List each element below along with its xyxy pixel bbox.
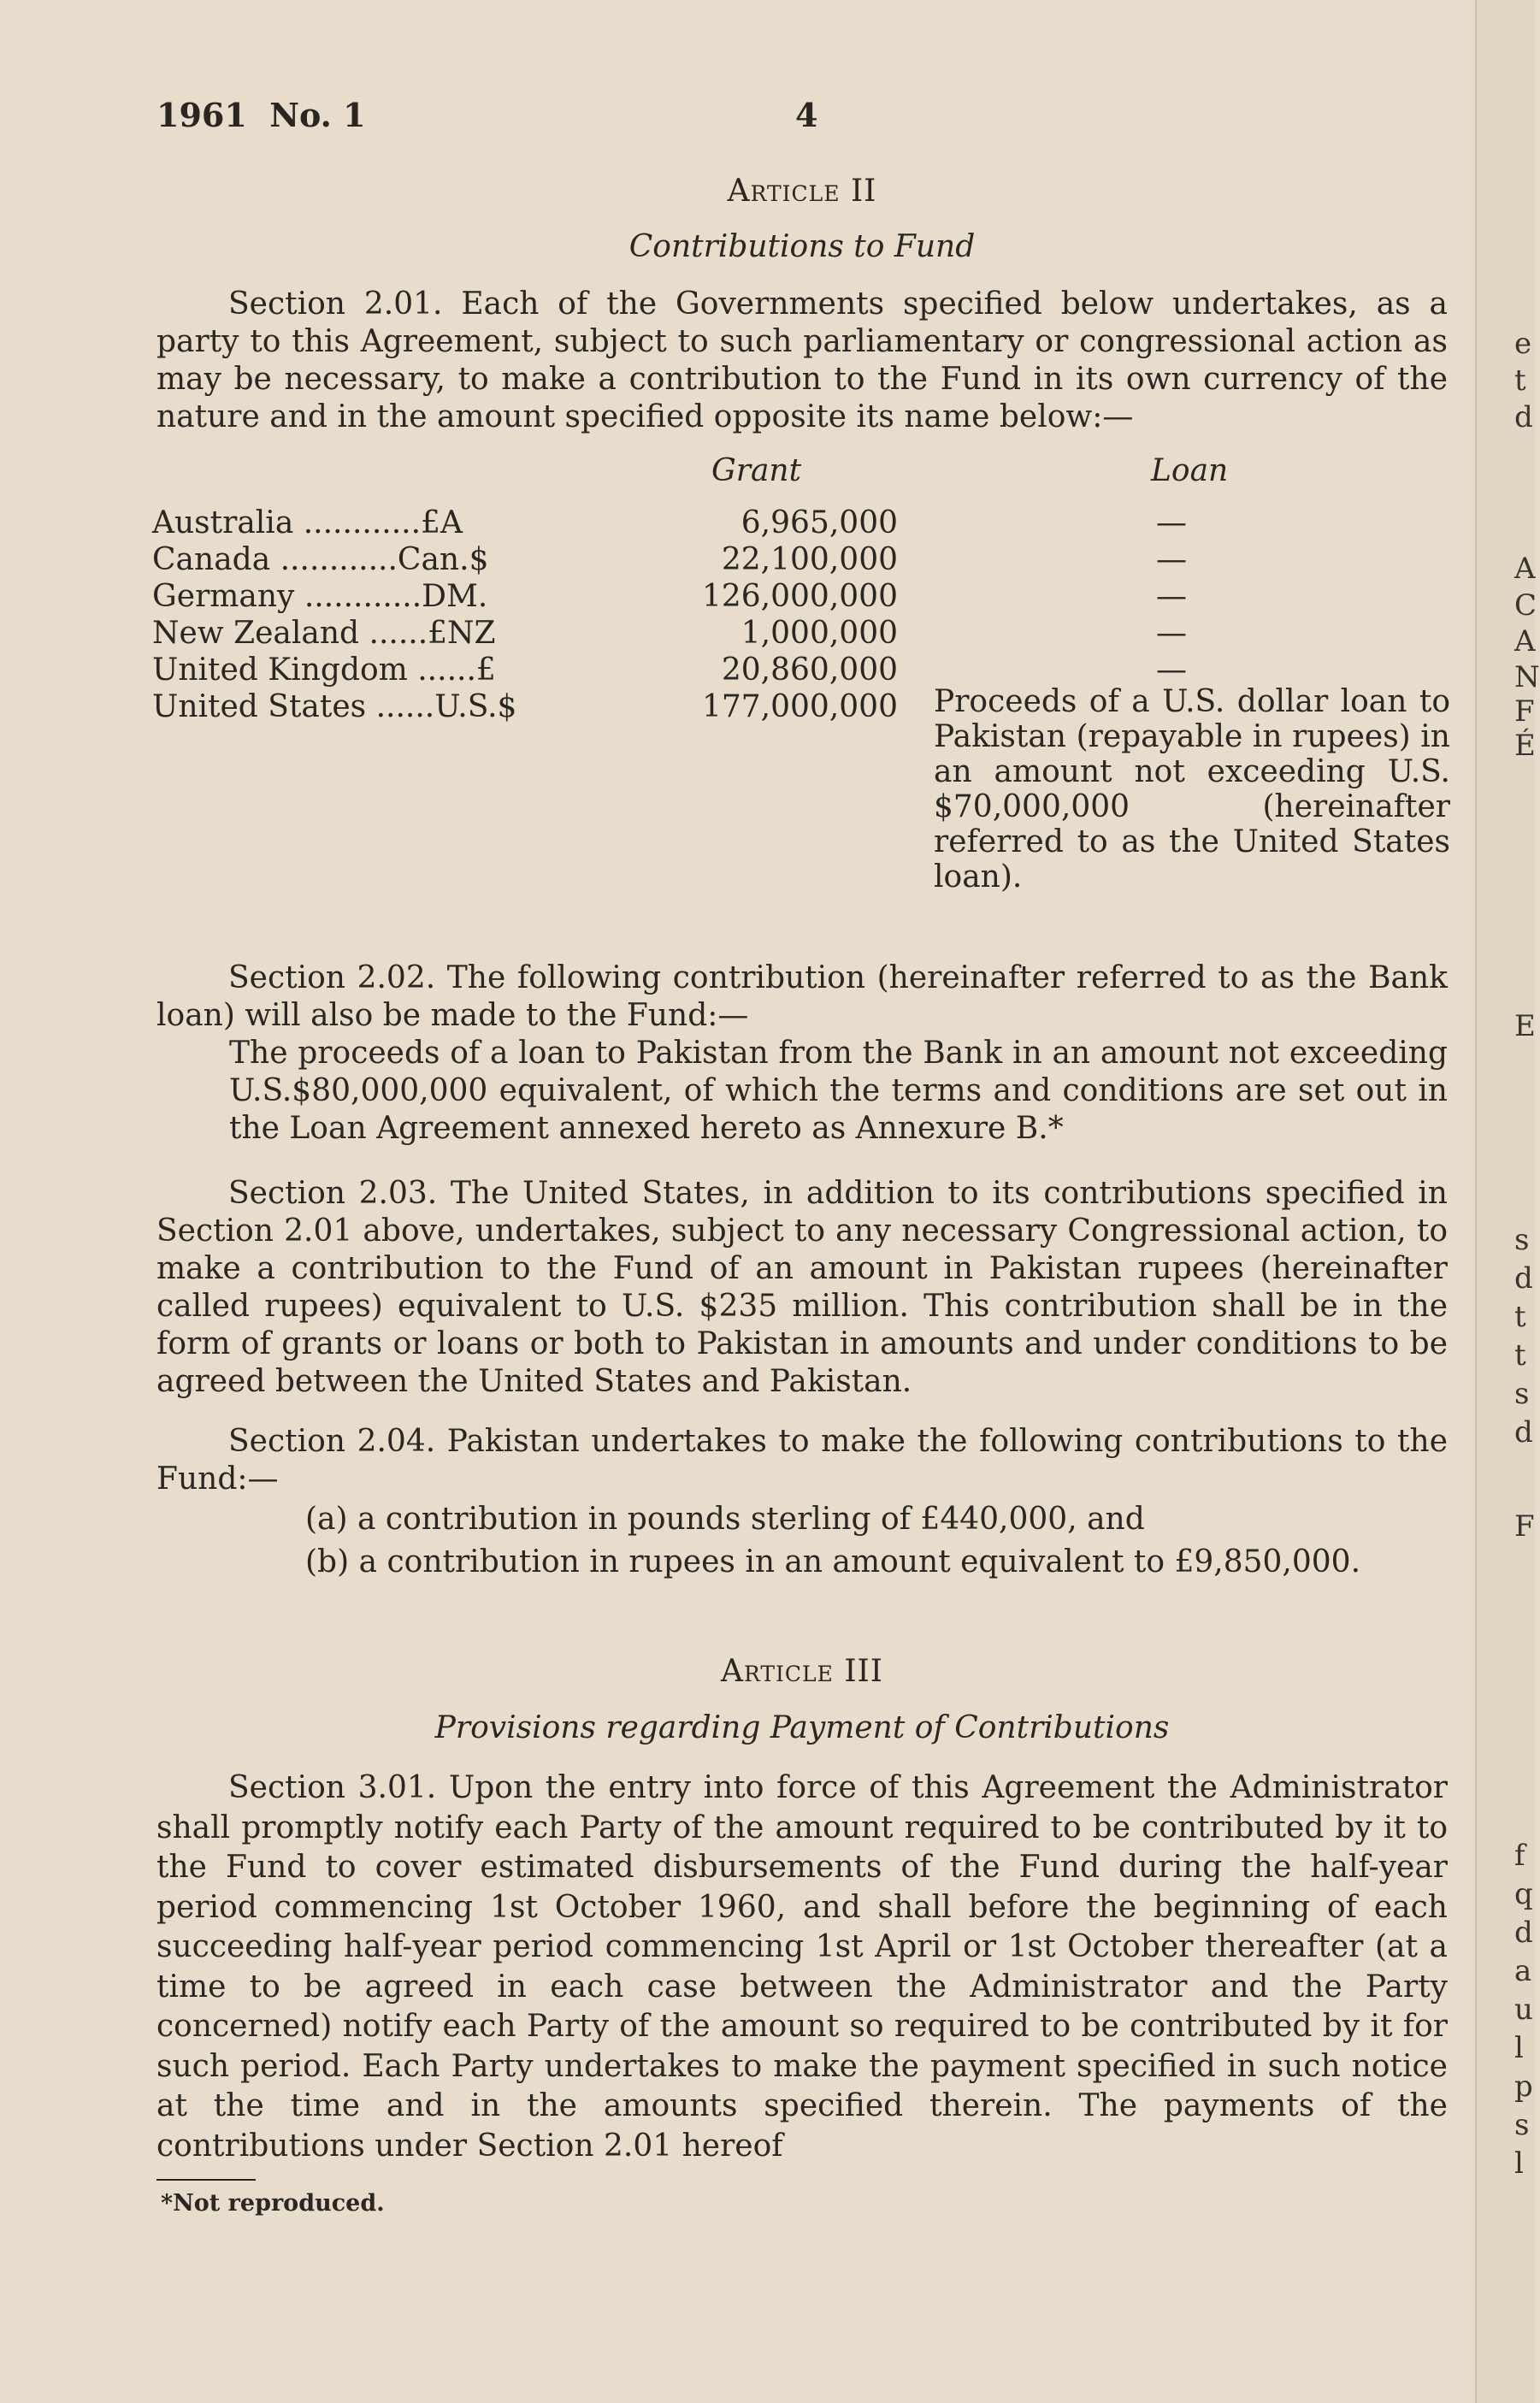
grant-column-header: Grant [711, 453, 802, 488]
bleed-letter: t [1514, 1300, 1526, 1334]
table-row-country: United Kingdom ......£ [152, 652, 496, 688]
us-loan-note: Proceeds of a U.S. dollar loan to Pakistan (repayable in rupees) in an amount not exceeding U.S. $70,000,000 (hereinafter referred to as the United States loan). [934, 684, 1450, 894]
bleed-letter: s [1514, 1223, 1530, 1257]
table-row-grant: 1,000,000 [740, 616, 898, 651]
article-3-title: Article III [720, 1654, 884, 1689]
bleed-letter: d [1514, 1261, 1533, 1296]
bleed-letter: A [1514, 552, 1536, 586]
bleed-letter: p [1514, 2069, 1533, 2104]
bleed-letter: E [1514, 1009, 1536, 1043]
facing-page-edge [1475, 0, 1540, 2403]
bleed-letter: s [1514, 1377, 1530, 1411]
footnote: *Not reproduced. [161, 2190, 385, 2217]
table-row-grant: 22,100,000 [721, 542, 898, 577]
section-2-04: Section 2.04. Pakistan undertakes to make the following contributions to the Fund:— [156, 1424, 1448, 1497]
bleed-letter: f [1514, 1839, 1525, 1873]
header-left: 1961 No. 1 [156, 96, 366, 134]
bleed-letter: q [1514, 1877, 1533, 1911]
bleed-letter: F [1514, 694, 1535, 729]
article-2-subtitle: Contributions to Fund [628, 229, 976, 264]
table-row-loan: — [1156, 505, 1187, 540]
table-row-loan: — [1156, 652, 1187, 688]
bleed-letter: l [1514, 2031, 1524, 2065]
table-row-country: Canada ............Can.$ [152, 542, 489, 577]
page-number: 4 [795, 96, 818, 134]
bleed-letter: F [1514, 1509, 1535, 1544]
bleed-letter: A [1514, 624, 1536, 658]
article-3-subtitle: Provisions regarding Payment of Contributions [434, 1710, 1170, 1745]
table-row-country: Australia ............£A [152, 505, 463, 540]
bleed-letter: t [1514, 1338, 1526, 1373]
footnote-rule [156, 2179, 256, 2181]
section-2-02-quote: The proceeds of a loan to Pakistan from the Bank in an amount not exceeding U.S.$80,000,000 equivalent, of which the terms and conditions are set out in the Loan Agreement annexed hereto as Annexure B.* [229, 1036, 1448, 1146]
section-3-01: Section 3.01. Upon the entry into force of this Agreement the Administrator shall promptly notify each Party of the amount required to be contributed by it to the Fund to cover estimated disbursements of the Fund during the half-year period commencing 1st October 1960, and shall before the beginning of each succeeding half-year period commencing 1st April or 1st October thereafter (at a time to be agreed in each case between the Administrator and the Party concerned) notify each Party of the amount so required to be contributed by it for such period. Each Party undertakes to make the payment specified in such notice at the time and in the amounts specified therein. The payments of the contributions under Section 2.01 hereof [156, 1770, 1448, 2164]
section-2-04-item-b: (b) a contribution in rupees in an amount equivalent to £9,850,000. [305, 1544, 1361, 1579]
bleed-letter: e [1514, 327, 1532, 361]
table-row-loan: — [1156, 616, 1187, 651]
bleed-letter: l [1514, 2146, 1524, 2181]
table-row-grant: 126,000,000 [701, 579, 898, 614]
table-row-grant: 177,000,000 [701, 689, 898, 724]
bleed-letter: d [1514, 1916, 1533, 1950]
table-row-grant: 20,860,000 [721, 652, 898, 688]
table-row-loan: — [1156, 579, 1187, 614]
article-2-title: Article II [727, 174, 877, 209]
table-row-loan: — [1156, 542, 1187, 577]
bleed-letter: s [1514, 2108, 1530, 2142]
bleed-letter: d [1514, 1415, 1533, 1449]
bleed-letter: d [1514, 400, 1533, 434]
section-2-04-item-a: (a) a contribution in pounds sterling of £440,000, and [305, 1502, 1145, 1537]
bleed-letter: a [1514, 1954, 1532, 1988]
section-2-02: Section 2.02. The following contribution (hereinafter referred to as the Bank loan) will also be made to the Fund:— [156, 960, 1448, 1033]
bleed-letter: t [1514, 363, 1526, 398]
table-row-country: United States ......U.S.$ [152, 689, 517, 724]
table-row-grant: 6,965,000 [740, 505, 898, 540]
table-row-country: New Zealand ......£NZ [152, 616, 496, 651]
page-header [156, 96, 1448, 134]
section-2-01: Section 2.01. Each of the Governments specified below undertakes, as a party to this Agreement, subject to such parliamentary or congressional action as may be necessary, to make a contribution to the Fund in its own currency of the nature and in the amount specified opposite its name below:— [156, 286, 1448, 434]
bleed-letter: É [1514, 729, 1536, 763]
bleed-letter: u [1514, 1993, 1533, 2027]
bleed-letter: N [1514, 660, 1540, 694]
section-2-03: Section 2.03. The United States, in addition to its contributions specified in Section 2.01 above, undertakes, subject to any necessary Congressional action, to make a contribution to the Fund of an amount in Pakistan rupees (hereinafter called rupees) equivalent to U.S. $235 million. This contribution shall be in the form of grants or loans or both to Pakistan in amounts and under conditions to be agreed between the United States and Pakistan. [156, 1176, 1448, 1399]
loan-column-header: Loan [1151, 453, 1229, 488]
table-row-country: Germany ............DM. [152, 579, 488, 614]
bleed-letter: C [1514, 588, 1537, 623]
